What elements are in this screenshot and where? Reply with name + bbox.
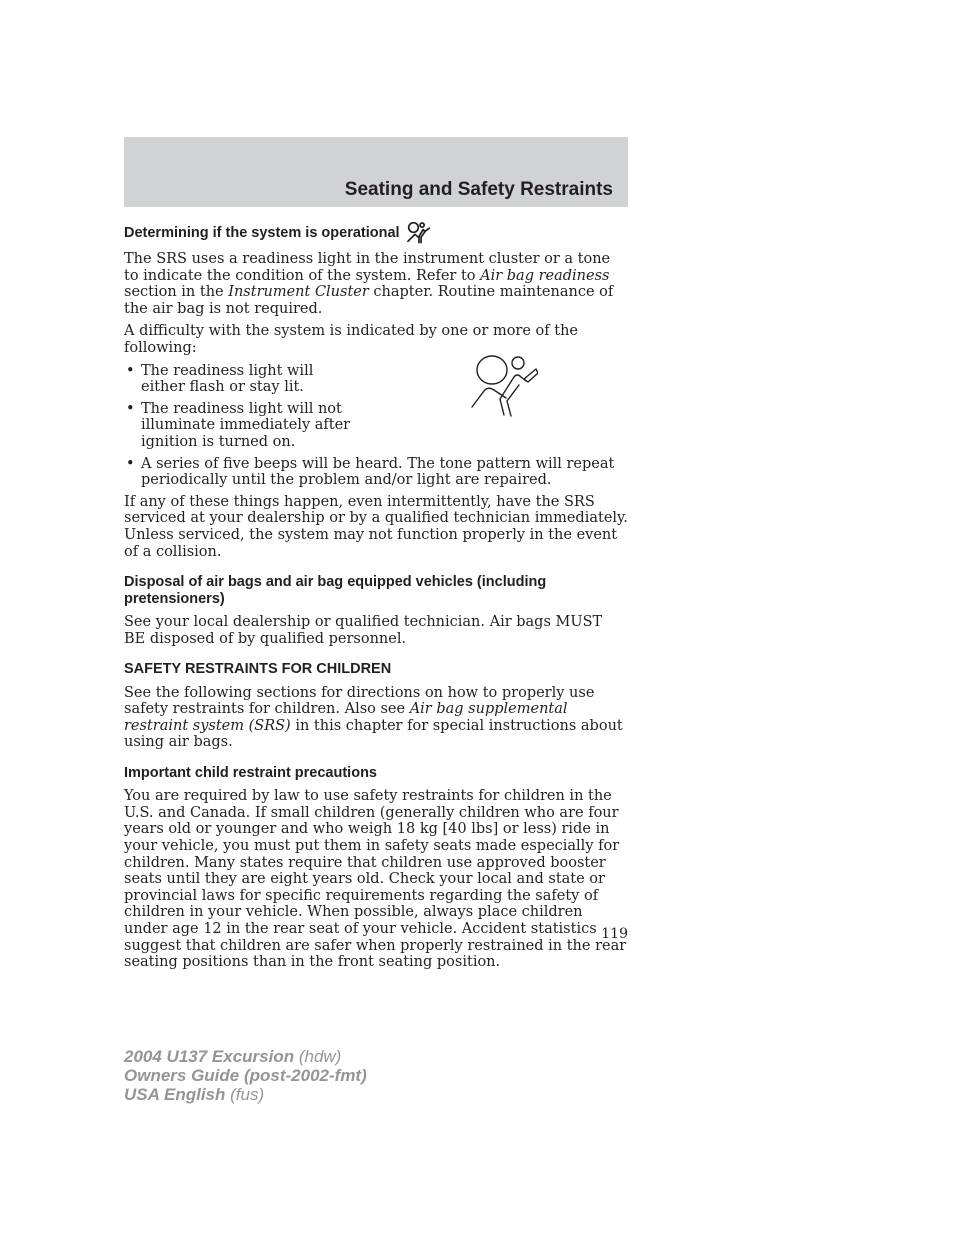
bullet-list (124, 363, 628, 451)
bullet-list-wide (124, 456, 628, 489)
footer-line-1: 2004 U137 Excursion (hdw) (124, 1047, 342, 1066)
bullet-mark: • (126, 400, 135, 417)
bullet-mark: • (126, 455, 135, 472)
footer-line-3: USA English (fus) (124, 1085, 265, 1104)
airbag-small-icon (407, 222, 431, 244)
heading-operational-text: Determining if the system is operational (124, 224, 400, 241)
list-item: • A series of five beeps will be heard. The tone pattern will repeat periodically until the problem and/or light are repaired. (126, 455, 615, 489)
heading-disposal: Disposal of air bags and air bag equipped vehicles (including pretensioners) (124, 574, 547, 607)
operational-paragraph-3: If any of these things happen, even intermittently, have the SRS serviced at your dealership or by a qualified technician immediately. Unless serviced, the system may not function properly in the event of a collision. (124, 493, 628, 560)
precautions-paragraph: You are required by law to use safety restraints for children in the U.S. and Canada. If small children (generally children who are four years old or younger and who weigh 18 kg [40 lbs] or less) ride in your vehicle, you must put them in safety seats made especially for children. Many states require that children use approved booster seats until they are eight years old. Check your local and state or provincial laws for specific requirements regarding the safety of children in your vehicle. When possible, always place children under age 12 in the rear seat of your vehicle. Accident statistics suggest that children are safer when properly restrained in the rear seating positions than in the front seating position. (124, 788, 627, 971)
bullet-mark: • (126, 362, 135, 379)
heading-precautions: Important child restraint precautions (124, 764, 377, 781)
list-item: • The readiness light will not illuminate immediately after ignition is turned on. (126, 400, 351, 450)
children-paragraph: See the following sections for directions on how to properly use safety restraints for children. Also see Air bag supplemental restraint system (SRS) in this chapter for special instructions about using air bags. (124, 684, 623, 751)
heading-children: SAFETY RESTRAINTS FOR CHILDREN (124, 661, 392, 678)
footer-line-2: Owners Guide (post-2002-fmt) (124, 1066, 367, 1085)
page-title: Seating and Safety Restraints (344, 179, 613, 200)
operational-paragraph-1: The SRS uses a readiness light in the instrument cluster or a tone to indicate the condition of the system. Refer to Air bag readiness section in the Instrument Cluster chapter. Routine maintenance of the air bag is not required. (124, 251, 614, 317)
airbag-icon (470, 355, 538, 419)
header-band (124, 137, 628, 207)
bullet-list-area (124, 363, 628, 489)
page-number: 119 (601, 926, 628, 942)
operational-paragraph-2: A difficulty with the system is indicated by one or more of the following: (124, 323, 578, 356)
heading-operational (124, 222, 628, 244)
page-content (124, 222, 628, 977)
footer (124, 1047, 367, 1104)
list-item: • The readiness light will either flash or stay lit. (126, 362, 314, 396)
disposal-paragraph: See your local dealership or qualified technician. Air bags MUST BE disposed of by qualified personnel. (124, 613, 603, 647)
